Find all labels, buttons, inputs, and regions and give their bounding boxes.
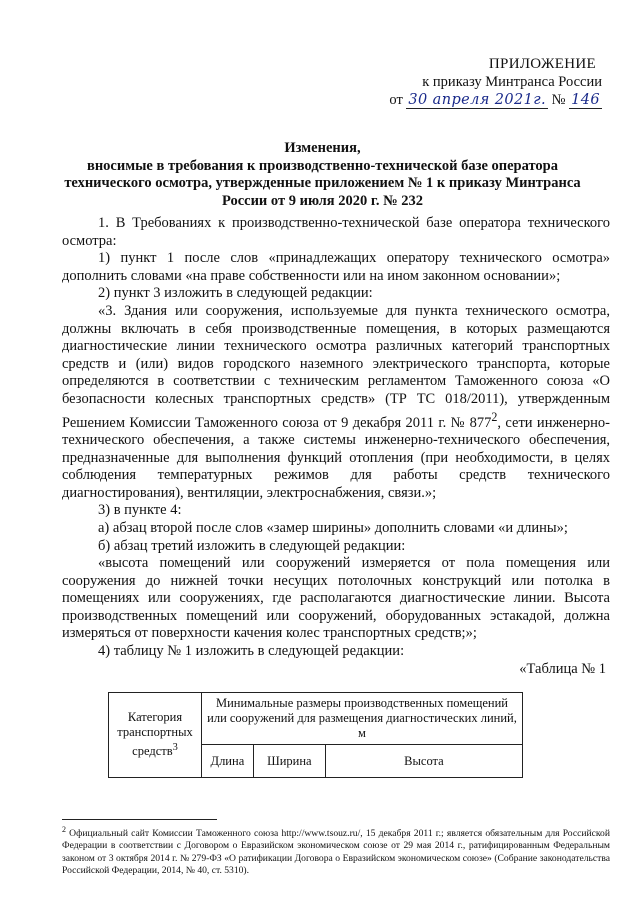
paragraph-8: «высота помещений или сооружений измеряется от пола помещения или сооружения до нижней точки несущих потолочных конструкций или потолка в помещениях или сооружениях, где располагаются диагностические линии. Высота производственных помещений или сооружений, оборудованных эстакадой, должна измеряться от поверхности качения колес транспортных средств;»;: [62, 555, 610, 642]
footnote-text: Официальный сайт Комиссии Таможенного союза http://www.tsouz.ru/, 15 декабря 2011 г.; является обязательным для Российской Федерации в соответствии с Договором о Евразийском экономическом союзе от 29 мая 2014 г., ратифицированным Федеральным законом от 3 октября 2014 г. № 279-ФЗ «О ратификации Договора о Евразийском экономическом союзе» (Собрание законодательства Российской Федерации, 2014, № 40, ст. 5310).: [62, 828, 610, 876]
footnote-2: [62, 824, 610, 877]
heading-line-4: России от 9 июля 2020 г. № 232: [221, 192, 424, 209]
paragraph-6: а) абзац второй после слов «замер ширины» дополнить словами «и длины»;: [98, 519, 568, 536]
footnote-separator: [62, 819, 217, 820]
document-heading: [45, 140, 600, 210]
footnote-ref-2: 2: [491, 409, 498, 424]
paragraph-1: 1. В Требованиях к производственно-технической базе оператора технического осмотра:: [62, 215, 610, 249]
paragraph-5: 3) в пункте 4:: [98, 502, 182, 519]
paragraph-4: [62, 303, 610, 502]
appendix-title: ПРИЛОЖЕНИЕ: [488, 56, 596, 72]
paragraph-4-part-b: , сети инженерно-технического обеспечения, а также системы инженерно-технического обеспечения, предназначенные для выполнения функций отопления (при необходимости, в целях соблюдения температурных режимов для работы средств технического диагностирования), вентиляции, электроснабжения, связи.»;: [62, 414, 610, 501]
handwritten-date: 30 апреля 2021г.: [408, 92, 547, 108]
document-body: [62, 215, 610, 661]
dimensions-table: [108, 692, 523, 778]
order-reference: к приказу Минтранса России: [422, 74, 602, 90]
paragraph-7: б) абзац третий изложить в следующей редакции:: [98, 537, 406, 554]
category-header-text: Категория транспортных средств: [117, 710, 193, 759]
paragraph-9: 4) таблицу № 1 изложить в следующей редакции:: [98, 643, 405, 660]
category-header-cell: [109, 693, 202, 778]
paragraph-3: 2) пункт 3 изложить в следующей редакции:: [98, 285, 373, 302]
footnote-marker: 2: [62, 825, 66, 834]
heading-line-1: Изменения,: [284, 140, 361, 156]
approval-block: [389, 55, 602, 109]
table-caption: «Таблица № 1: [519, 661, 606, 677]
from-label: от: [389, 92, 403, 108]
number-label: №: [551, 92, 566, 108]
footnote-ref-3: 3: [172, 742, 178, 754]
length-header-cell: Длина: [202, 745, 254, 778]
order-date-line: [389, 91, 602, 109]
paragraph-2: 1) пункт 1 после слов «принадлежащих оператору технического осмотра» дополнить словами «на праве собственности или на ином законном основании»;: [62, 250, 610, 284]
heading-line-3: технического осмотра, утвержденные приложением № 1 к приказу Минтранса: [64, 175, 581, 191]
handwritten-number: 146: [571, 92, 600, 108]
paragraph-4-part-a: «3. Здания или сооружения, используемые для пункта технического осмотра, должны включать в себя производственные помещения, в которых размещаются диагностические линии технического осмотра различных категорий транспортных средств и (или) видов городского наземного электрического транспорта, которые определяются в соответствии с техническим регламентом Таможенного союза «О безопасности колесных транспортных средств» (ТР ТС 018/2011), утвержденным Решением Комиссии Таможенного союза от 9 декабря 2011 г. № 877: [62, 302, 610, 431]
height-header-cell: Высота: [325, 745, 522, 778]
dimensions-header-cell: Минимальные размеры производственных помещений или сооружений для размещения диагностических линий, м: [202, 693, 523, 745]
heading-line-2: вносимые в требования к производственно-технической базе оператора: [87, 157, 558, 174]
table-header-row: [109, 693, 523, 745]
width-header-cell: Ширина: [253, 745, 325, 778]
